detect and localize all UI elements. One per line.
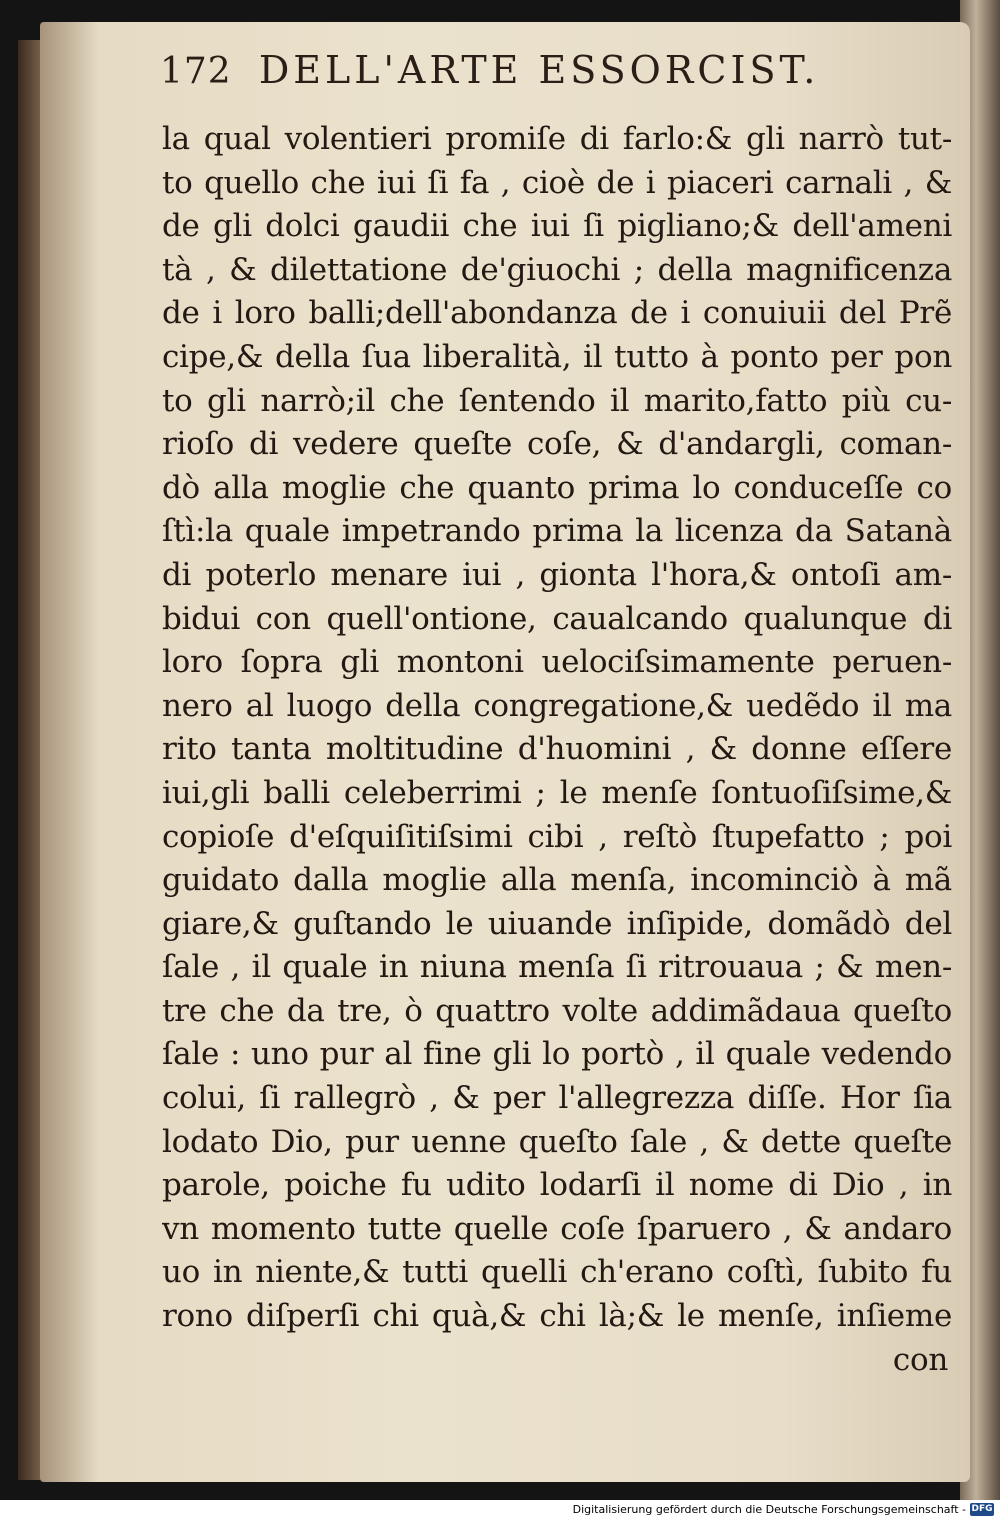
page-header xyxy=(160,48,860,108)
text-line: rito tanta moltitudine d'huomini , & donne eſſere xyxy=(162,731,952,768)
text-line: rono diſperſi chi quà,& chi là;& le menſe, inſieme xyxy=(162,1298,952,1335)
text-line: to quello che iui ſi fa , cioè de i piaceri carnali , & xyxy=(162,164,952,201)
catchword: con xyxy=(892,1341,948,1378)
body-text xyxy=(162,118,952,1382)
text-line: di poterlo menare iui , gionta l'hora,& ontoſi am- xyxy=(162,556,952,593)
text-line: de i loro balli;dell'abondanza de i conuiuii del Prẽ xyxy=(162,295,952,332)
text-line: dò alla moglie che quanto prima lo conduceſſe co xyxy=(162,469,952,506)
text-line: de gli dolci gaudii che iui ſi pigliano;& dell'ameni xyxy=(162,208,952,245)
text-line: uo in niente,& tutti quelli ch'erano coſtì, ſubito fu xyxy=(162,1254,952,1291)
text-line: tà , & dilettatione de'giuochi ; della magnificenza xyxy=(162,251,952,288)
text-line: ſale : uno pur al fine gli lo portò , il quale vedendo xyxy=(162,1036,952,1073)
text-line: nero al luogo della congregatione,& uedẽdo il ma xyxy=(162,687,952,724)
running-title: DELL'ARTE ESSORCIST. xyxy=(258,48,820,92)
text-line: rioſo di vedere queſte coſe, & d'andargli, coman- xyxy=(162,426,952,463)
text-line: copioſe d'eſquiſitiſsimi cibi , reſtò ſtupefatto ; poi xyxy=(162,818,952,855)
text-line: ſale , il quale in niuna menſa ſi ritrouaua ; & men- xyxy=(162,949,952,986)
text-line: giare,& guſtando le uiuande inſipide, domãdò del xyxy=(162,905,952,942)
text-line: tre che da tre, ò quattro volte addimãdaua queſto xyxy=(162,992,952,1029)
digitization-footer xyxy=(0,1500,1000,1520)
text-line: ſtì:la quale impetrando prima la licenza da Satanà xyxy=(162,513,952,550)
text-line: colui, ſi rallegrò , & per l'allegrezza diſſe. Hor ſia xyxy=(162,1080,952,1117)
funding-credit: Digitalisierung gefördert durch die Deutsche Forschungsgemeinschaft - xyxy=(572,1503,966,1516)
text-line: la qual volentieri promiſe di farlo:& gli narrò tut- xyxy=(162,121,952,157)
text-line: to gli narrò;il che ſentendo il marito,fatto più cu- xyxy=(162,382,952,419)
text-line: vn momento tutte quelle coſe ſparuero , & andaro xyxy=(162,1210,952,1247)
text-line: iui,gli balli celeberrimi ; le menſe ſontuoſiſsime,& xyxy=(162,774,952,811)
text-line: loro ſopra gli montoni uelociſsimamente peruen- xyxy=(162,644,952,681)
text-line: parole, poiche fu udito lodarſi il nome di Dio , in xyxy=(162,1167,952,1204)
dfg-logo: DFG xyxy=(971,1504,993,1514)
page-number: 172 xyxy=(160,51,232,92)
text-line: lodato Dio, pur uenne queſto ſale , & dette queſte xyxy=(162,1123,952,1160)
text-line: guidato dalla moglie alla menſa, incominciò à mã xyxy=(162,862,952,899)
text-line: cipe,& della ſua liberalità, il tutto à ponto per pon xyxy=(162,338,952,375)
text-line: bidui con quell'ontione, caualcando qualunque di xyxy=(162,600,952,637)
